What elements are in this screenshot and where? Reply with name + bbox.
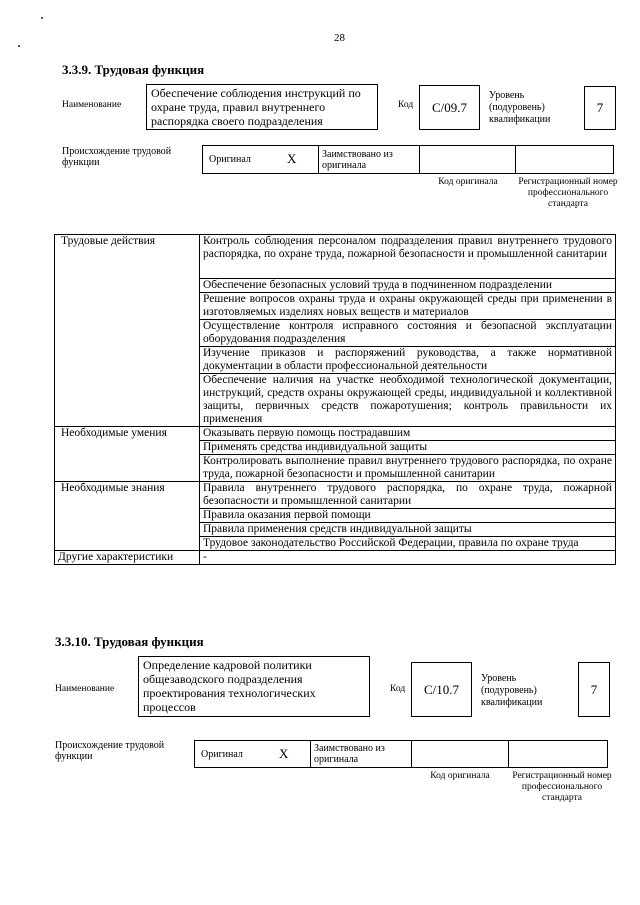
table-row bbox=[55, 293, 616, 320]
table-row bbox=[55, 347, 616, 374]
labor-action-item: Обеспечение наличия на участке необходимой технологической документации, инструкций, средств охраны окружающей среды, индивидуальной и коллективной защиты, первичных средств пожаротушения; контроль правильности их применения bbox=[200, 374, 616, 427]
skills-label: Необходимые умения bbox=[55, 427, 200, 441]
original-mark: X bbox=[279, 746, 289, 761]
origin-label: Происхождение трудовой функции bbox=[55, 740, 165, 762]
level-label: Уровень (подуровень) квалификации bbox=[481, 673, 543, 708]
divider bbox=[508, 740, 509, 768]
labor-action-item: Контроль соблюдения персоналом подразделения правил внутреннего трудового распорядка, по охране труда, пожарной безопасности и промышленной санитарии bbox=[200, 235, 616, 279]
labor-function-table bbox=[54, 234, 616, 565]
skill-item: Применять средства индивидуальной защиты bbox=[200, 441, 616, 455]
section-heading: 3.3.10. Трудовая функция bbox=[55, 634, 204, 649]
table-row bbox=[55, 455, 616, 482]
scan-speck bbox=[41, 17, 43, 19]
reg-number-caption: Регистрационный номер профессионального стандарта bbox=[512, 771, 612, 803]
table-row bbox=[55, 482, 616, 509]
divider bbox=[411, 740, 412, 768]
knowledge-item: Трудовое законодательство Российской Федерации, правила по охране труда bbox=[200, 537, 616, 551]
name-label: Наименование bbox=[55, 684, 115, 694]
original-label: Оригинал bbox=[209, 154, 251, 165]
table-row bbox=[55, 551, 616, 565]
function-name-box: Обеспечение соблюдения инструкций по охране труда, правил внутреннего распорядка своего подразделения bbox=[146, 84, 378, 130]
table-row bbox=[55, 523, 616, 537]
skill-item: Оказывать первую помощь пострадавшим bbox=[200, 427, 616, 441]
page-number: 28 bbox=[334, 32, 345, 44]
table-row bbox=[55, 320, 616, 347]
labor-action-item: Осуществление контроля исправного состояния и безопасной эксплуатации оборудования подразделения bbox=[200, 320, 616, 347]
skill-item: Контролировать выполнение правил внутреннего трудового распорядка, по охране труда, пожарной безопасности и промышленной санитарии bbox=[200, 455, 616, 482]
labor-action-item: Обеспечение безопасных условий труда в подчиненном подразделении bbox=[200, 279, 616, 293]
original-label: Оригинал bbox=[201, 749, 243, 760]
reg-number-caption: Регистрационный номер профессионального стандарта bbox=[518, 177, 618, 209]
divider bbox=[515, 145, 516, 174]
scan-speck bbox=[18, 45, 20, 47]
labor-action-item: Решение вопросов охраны труда и охраны окружающей среды при применении в изготовляемых изделиях новых веществ и материалов bbox=[200, 293, 616, 320]
origin-table bbox=[194, 740, 608, 768]
divider bbox=[310, 740, 311, 768]
origin-table bbox=[202, 145, 614, 174]
level-box: 7 bbox=[584, 86, 616, 130]
code-original-caption: Код оригинала bbox=[430, 771, 490, 781]
origin-label: Происхождение трудовой функции bbox=[62, 146, 172, 168]
name-label: Наименование bbox=[62, 100, 122, 110]
code-box: С/09.7 bbox=[419, 85, 480, 130]
labor-action-item: Изучение приказов и распоряжений руководства, а также нормативной документации в области профессиональной деятельности bbox=[200, 347, 616, 374]
table-row bbox=[55, 537, 616, 551]
code-box: С/10.7 bbox=[411, 662, 472, 717]
level-box: 7 bbox=[578, 662, 610, 717]
other-value: - bbox=[200, 551, 616, 565]
section-heading: 3.3.9. Трудовая функция bbox=[62, 62, 205, 77]
table-row bbox=[55, 427, 616, 441]
knowledge-item: Правила оказания первой помощи bbox=[200, 509, 616, 523]
divider bbox=[318, 145, 319, 174]
code-label: Код bbox=[390, 684, 406, 694]
code-original-caption: Код оригинала bbox=[438, 177, 498, 187]
level-label: Уровень (подуровень) квалификации bbox=[489, 90, 551, 125]
code-label: Код bbox=[398, 100, 414, 110]
borrowed-label: Заимствовано из оригинала bbox=[322, 149, 393, 171]
original-mark: X bbox=[287, 151, 297, 166]
other-label: Другие характеристики bbox=[55, 551, 200, 565]
table-row bbox=[55, 374, 616, 427]
divider bbox=[419, 145, 420, 174]
borrowed-label: Заимствовано из оригинала bbox=[314, 743, 385, 765]
knowledge-item: Правила внутреннего трудового распорядка, по охране труда, пожарной безопасности и промышленной санитарии bbox=[200, 482, 616, 509]
knowledge-item: Правила применения средств индивидуальной защиты bbox=[200, 523, 616, 537]
labor-actions-label: Трудовые действия bbox=[55, 235, 200, 279]
function-name-box: Определение кадровой политики общезаводского подразделения проектирования технологических процессов bbox=[138, 656, 370, 717]
table-row bbox=[55, 509, 616, 523]
table-row bbox=[55, 441, 616, 455]
table-row bbox=[55, 279, 616, 293]
knowledge-label: Необходимые знания bbox=[55, 482, 200, 509]
table-row bbox=[55, 235, 616, 279]
